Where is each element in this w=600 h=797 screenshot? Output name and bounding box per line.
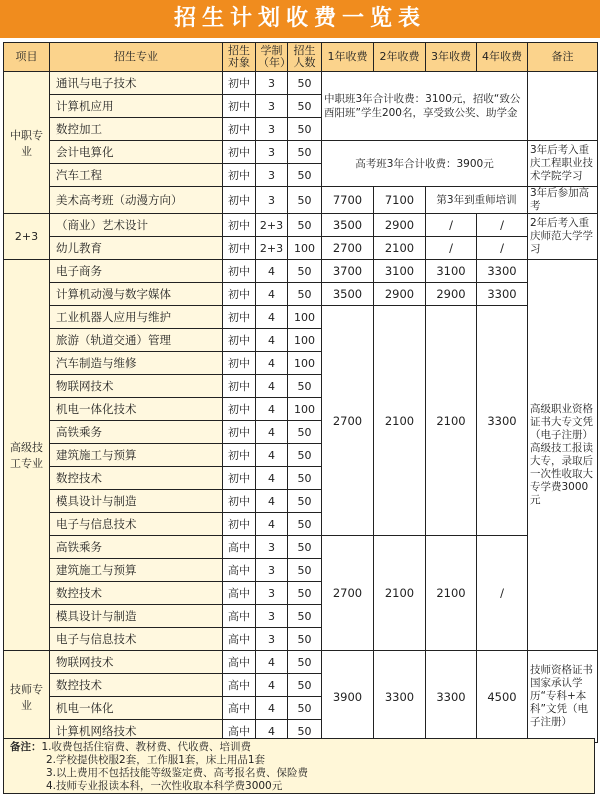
fee-y4: / — [477, 536, 528, 651]
fee-y2: 3300 — [374, 651, 426, 743]
target-cell: 初中 — [223, 118, 256, 141]
major-cell: 物联网技术 — [50, 651, 223, 674]
footer-notes — [3, 738, 595, 794]
fee-y3-note: 第3年到重师培训 — [426, 187, 528, 214]
fee-y2: 2100 — [374, 536, 426, 651]
footer-line: 4.技师专业报读本科，一次性收取本科学费3000元 — [46, 780, 283, 792]
footer-line: 2.学校提供校服2套，工作服1套，床上用品1套 — [46, 754, 266, 766]
years-cell: 3 — [256, 605, 288, 628]
fee-y3: / — [426, 237, 477, 260]
count-cell: 50 — [288, 444, 322, 467]
major-cell: 汽车制造与维修 — [50, 352, 223, 375]
years-cell: 4 — [256, 651, 288, 674]
fee-y1: 2700 — [322, 237, 374, 260]
fee-y1: 2700 — [322, 536, 374, 651]
fee-y1: 3500 — [322, 214, 374, 237]
major-cell: 幼儿教育 — [50, 237, 223, 260]
major-cell: 计算机应用 — [50, 95, 223, 118]
count-cell: 50 — [288, 141, 322, 164]
years-cell: 3 — [256, 95, 288, 118]
target-cell: 初中 — [223, 490, 256, 513]
target-cell: 初中 — [223, 141, 256, 164]
target-cell: 初中 — [223, 237, 256, 260]
target-cell: 初中 — [223, 214, 256, 237]
header-target: 招生对象 — [223, 43, 256, 72]
years-cell: 4 — [256, 490, 288, 513]
years-cell: 3 — [256, 582, 288, 605]
years-cell: 4 — [256, 674, 288, 697]
table-row — [4, 651, 598, 674]
gaokao-fee-note: 高考班3年合计收费：3900元 — [322, 141, 528, 187]
fee-y1: 7700 — [322, 187, 374, 214]
major-cell: 数控技术 — [50, 582, 223, 605]
fee-y2: 7100 — [374, 187, 426, 214]
target-cell: 高中 — [223, 674, 256, 697]
major-cell: （商业）艺术设计 — [50, 214, 223, 237]
fee-y2: 2900 — [374, 283, 426, 306]
count-cell: 100 — [288, 398, 322, 421]
plus-note: 2年后考入重庆师范大学学习 — [528, 214, 598, 260]
table-row — [4, 306, 598, 329]
count-cell: 50 — [288, 536, 322, 559]
table-row — [4, 536, 598, 559]
years-cell: 3 — [256, 164, 288, 187]
target-cell: 高中 — [223, 605, 256, 628]
fee-y4: 4500 — [477, 651, 528, 743]
major-cell: 高铁乘务 — [50, 536, 223, 559]
major-cell: 美术高考班（动漫方向） — [50, 187, 223, 214]
major-cell: 数控技术 — [50, 674, 223, 697]
fee-y3: / — [426, 214, 477, 237]
years-cell: 3 — [256, 141, 288, 164]
major-cell: 高铁乘务 — [50, 421, 223, 444]
zhongzhi-fee-note: 中职班3年合计收费：3100元，招收“致公酉阳班”学生200名，享受致公奖、助学金 — [322, 72, 528, 141]
fee-y2: 2100 — [374, 306, 426, 536]
fee-y1: 3700 — [322, 260, 374, 283]
target-cell: 初中 — [223, 72, 256, 95]
target-cell: 初中 — [223, 283, 256, 306]
table-row — [4, 260, 598, 283]
target-cell: 高中 — [223, 582, 256, 605]
years-cell: 3 — [256, 536, 288, 559]
header-fee-y1: 1年收费 — [322, 43, 374, 72]
count-cell: 50 — [288, 628, 322, 651]
count-cell: 50 — [288, 697, 322, 720]
header-fee-y4: 4年收费 — [477, 43, 528, 72]
fee-y3: 3300 — [426, 651, 477, 743]
table-row — [4, 214, 598, 237]
target-cell: 初中 — [223, 444, 256, 467]
header-years: 学制（年） — [256, 43, 288, 72]
years-cell: 4 — [256, 513, 288, 536]
header-notes: 备注 — [528, 43, 598, 72]
major-cell: 电子与信息技术 — [50, 628, 223, 651]
count-cell: 50 — [288, 582, 322, 605]
major-cell: 建筑施工与预算 — [50, 444, 223, 467]
years-cell: 4 — [256, 467, 288, 490]
major-cell: 汽车工程 — [50, 164, 223, 187]
fee-y3: 2100 — [426, 536, 477, 651]
years-cell: 4 — [256, 283, 288, 306]
header-fee-y2: 2年收费 — [374, 43, 426, 72]
footer-line: 3.以上费用不包括技能等级鉴定费、高考报名费、保险费 — [46, 767, 309, 779]
target-cell: 高中 — [223, 559, 256, 582]
header-row — [4, 43, 598, 72]
count-cell: 100 — [288, 352, 322, 375]
art-note: 3年后参加高考 — [528, 187, 598, 214]
footer-label: 备注： — [10, 741, 42, 753]
target-cell: 高中 — [223, 651, 256, 674]
years-cell: 3 — [256, 559, 288, 582]
count-cell: 50 — [288, 421, 322, 444]
target-cell: 初中 — [223, 329, 256, 352]
fee-y3: 2900 — [426, 283, 477, 306]
fee-y4: 3300 — [477, 283, 528, 306]
table-row — [4, 72, 598, 95]
gaokao-note: 3年后考入重庆工程职业技术学院学习 — [528, 141, 598, 187]
count-cell: 50 — [288, 467, 322, 490]
years-cell: 4 — [256, 398, 288, 421]
table-row — [4, 187, 598, 214]
major-cell: 物联网技术 — [50, 375, 223, 398]
footer-line: 1.收费包括住宿费、教材费、代收费、培训费 — [41, 741, 252, 753]
count-cell: 50 — [288, 283, 322, 306]
major-cell: 机电一体化技术 — [50, 398, 223, 421]
count-cell: 50 — [288, 187, 322, 214]
major-cell: 会计电算化 — [50, 141, 223, 164]
fee-y2: 2900 — [374, 214, 426, 237]
count-cell: 100 — [288, 237, 322, 260]
target-cell: 高中 — [223, 628, 256, 651]
years-cell: 4 — [256, 720, 288, 743]
count-cell: 50 — [288, 605, 322, 628]
fee-y2: 3100 — [374, 260, 426, 283]
major-cell: 模具设计与制造 — [50, 490, 223, 513]
major-cell: 数控加工 — [50, 118, 223, 141]
years-cell: 4 — [256, 697, 288, 720]
target-cell: 初中 — [223, 306, 256, 329]
years-cell: 3 — [256, 72, 288, 95]
jishi-note: 技师资格证书国家承认学历“专科+本科”文凭（电子注册） — [528, 651, 598, 743]
count-cell: 50 — [288, 164, 322, 187]
target-cell: 初中 — [223, 421, 256, 444]
category-plus: 2+3 — [4, 214, 50, 260]
target-cell: 初中 — [223, 513, 256, 536]
category-gaoji: 高级技工专业 — [4, 260, 50, 651]
fee-y4: / — [477, 237, 528, 260]
years-cell: 2+3 — [256, 214, 288, 237]
target-cell: 初中 — [223, 260, 256, 283]
years-cell: 2+3 — [256, 237, 288, 260]
years-cell: 3 — [256, 628, 288, 651]
target-cell: 高中 — [223, 720, 256, 743]
major-cell: 通讯与电子技术 — [50, 72, 223, 95]
years-cell: 4 — [256, 260, 288, 283]
major-cell: 旅游（轨道交通）管理 — [50, 329, 223, 352]
header-major: 招生专业 — [50, 43, 223, 72]
table-row — [4, 237, 598, 260]
major-cell: 模具设计与制造 — [50, 605, 223, 628]
fee-y1: 2700 — [322, 306, 374, 536]
count-cell: 50 — [288, 95, 322, 118]
target-cell: 高中 — [223, 697, 256, 720]
major-cell: 机电一体化 — [50, 697, 223, 720]
major-cell: 计算机动漫与数字媒体 — [50, 283, 223, 306]
category-jishi: 技师专业 — [4, 651, 50, 743]
major-cell: 计算机网络技术 — [50, 720, 223, 743]
years-cell: 3 — [256, 187, 288, 214]
fee-y1: 3900 — [322, 651, 374, 743]
major-cell: 数控技术 — [50, 467, 223, 490]
target-cell: 初中 — [223, 352, 256, 375]
count-cell: 50 — [288, 72, 322, 95]
target-cell: 初中 — [223, 467, 256, 490]
fee-y4: / — [477, 214, 528, 237]
target-cell: 初中 — [223, 164, 256, 187]
fee-y4: 3300 — [477, 260, 528, 283]
count-cell: 50 — [288, 118, 322, 141]
count-cell: 100 — [288, 306, 322, 329]
fee-y2: 2100 — [374, 237, 426, 260]
years-cell: 4 — [256, 421, 288, 444]
years-cell: 4 — [256, 375, 288, 398]
target-cell: 初中 — [223, 375, 256, 398]
table-row — [4, 283, 598, 306]
count-cell: 50 — [288, 260, 322, 283]
fee-table — [3, 42, 598, 743]
major-cell: 电子商务 — [50, 260, 223, 283]
page-title: 招生计划收费一览表 — [0, 0, 600, 38]
fee-y4: 3300 — [477, 306, 528, 536]
notes-empty — [528, 72, 598, 141]
fee-y1: 3500 — [322, 283, 374, 306]
count-cell: 50 — [288, 559, 322, 582]
category-zhongzhi: 中职专业 — [4, 72, 50, 214]
years-cell: 4 — [256, 329, 288, 352]
target-cell: 高中 — [223, 536, 256, 559]
header-fee-y3: 3年收费 — [426, 43, 477, 72]
fee-y3: 3100 — [426, 260, 477, 283]
major-cell: 建筑施工与预算 — [50, 559, 223, 582]
years-cell: 4 — [256, 444, 288, 467]
header-count: 招生人数 — [288, 43, 322, 72]
target-cell: 初中 — [223, 398, 256, 421]
count-cell: 50 — [288, 651, 322, 674]
count-cell: 50 — [288, 375, 322, 398]
count-cell: 100 — [288, 329, 322, 352]
target-cell: 初中 — [223, 187, 256, 214]
count-cell: 50 — [288, 674, 322, 697]
major-cell: 工业机器人应用与维护 — [50, 306, 223, 329]
count-cell: 50 — [288, 720, 322, 743]
years-cell: 4 — [256, 352, 288, 375]
years-cell: 3 — [256, 118, 288, 141]
major-cell: 电子与信息技术 — [50, 513, 223, 536]
table-row — [4, 141, 598, 164]
fee-y3: 2100 — [426, 306, 477, 536]
target-cell: 初中 — [223, 95, 256, 118]
count-cell: 50 — [288, 513, 322, 536]
years-cell: 4 — [256, 306, 288, 329]
count-cell: 50 — [288, 214, 322, 237]
gaoji-note: 高级职业资格证书大专文凭（电子注册）高级技工报读大专，录取后一次性收取大专学费3000元 — [528, 260, 598, 651]
header-project: 项目 — [4, 43, 50, 72]
count-cell: 50 — [288, 490, 322, 513]
